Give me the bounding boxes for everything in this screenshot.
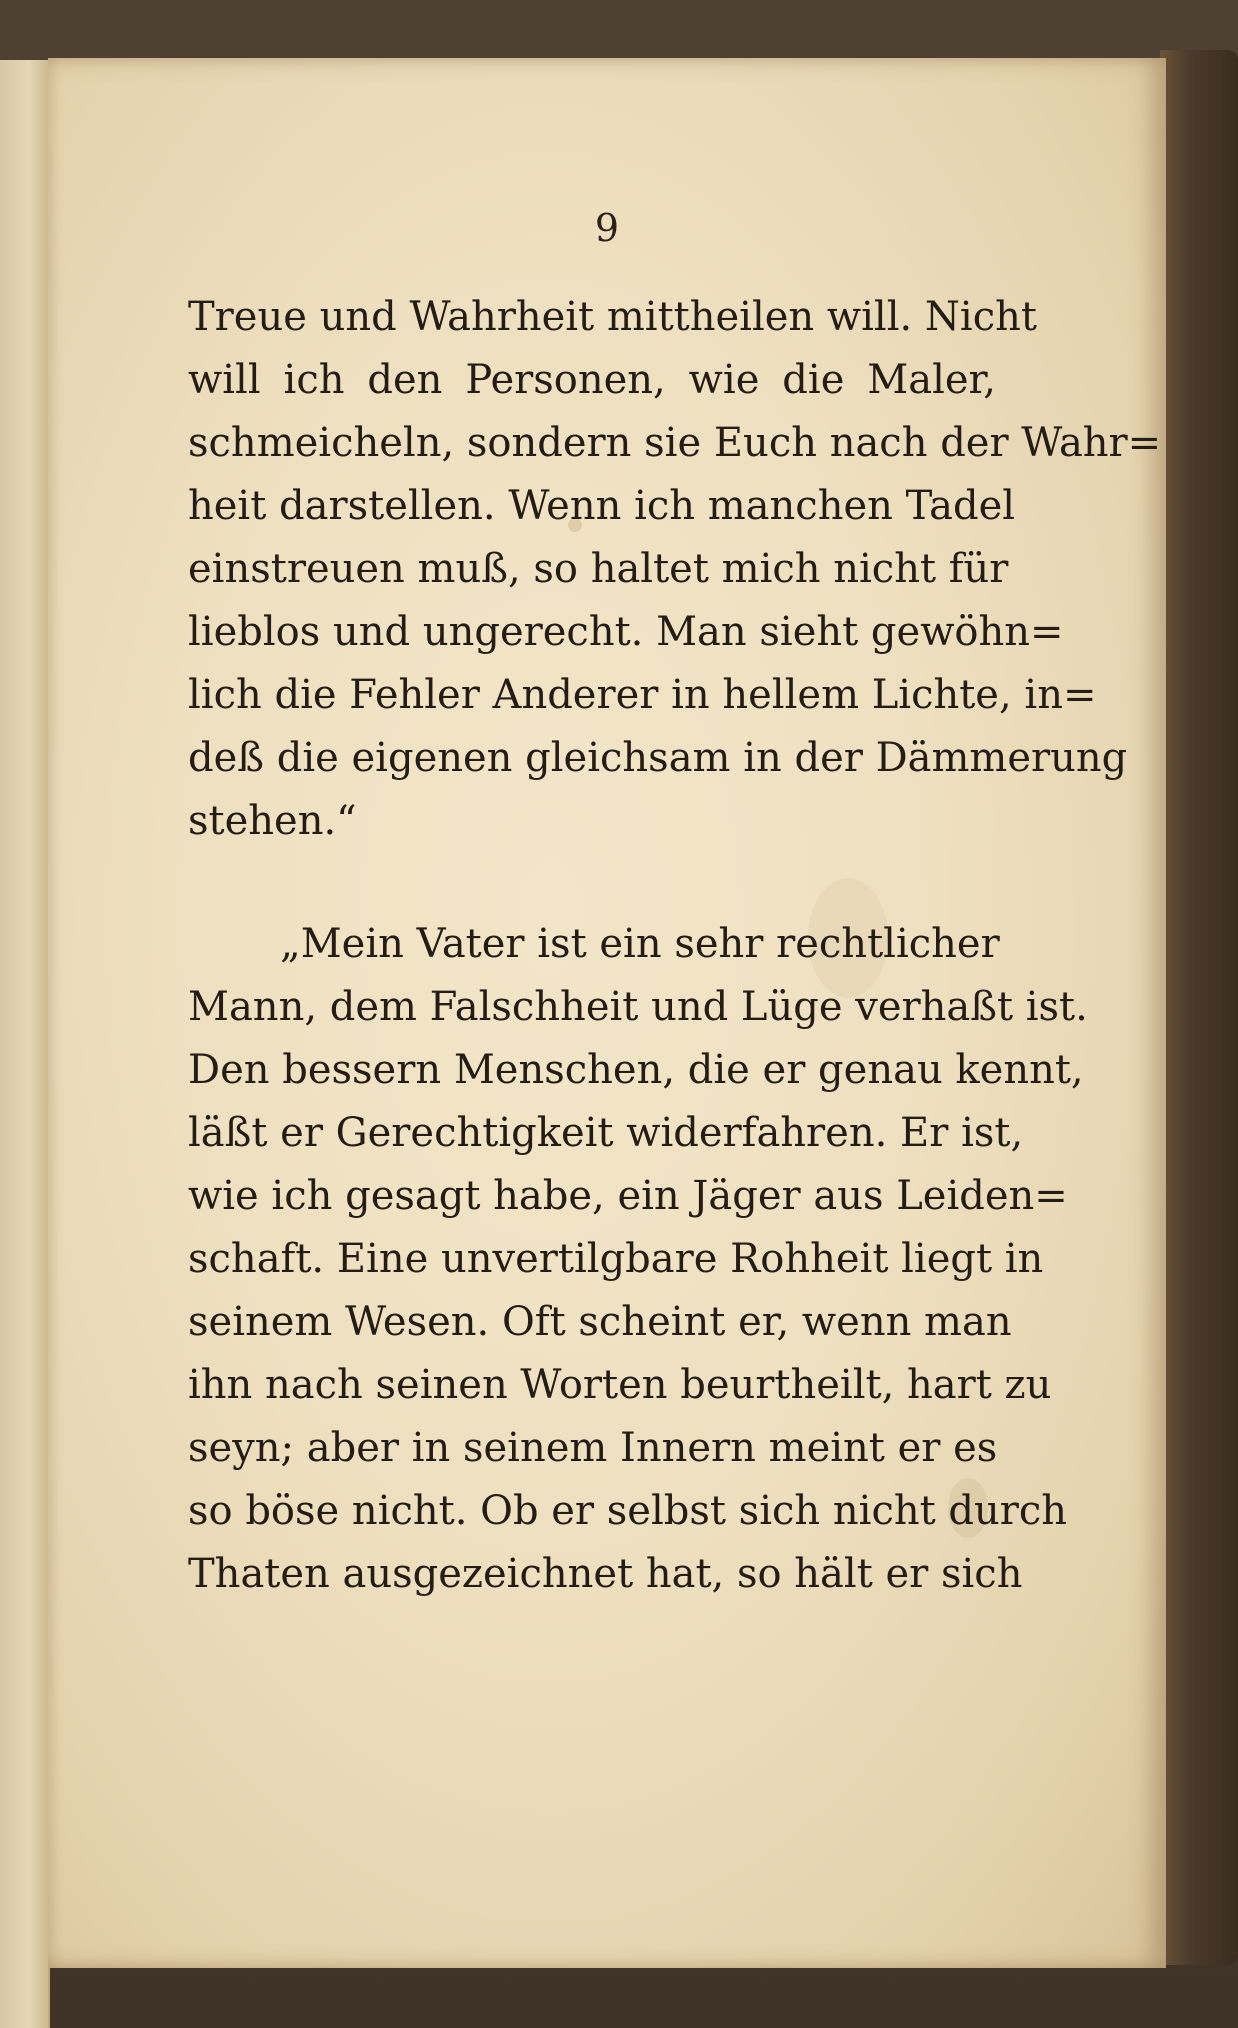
text-line: ihn nach seinen Worten beurtheilt, hart zu [188, 1362, 1052, 1408]
text-line: Thaten ausgezeichnet hat, so hält er sich [188, 1551, 1023, 1597]
text-line: will ich den Personen, wie die Maler, [188, 357, 996, 403]
text-line: stehen.“ [188, 798, 357, 844]
body-text [188, 286, 1162, 1606]
text-line: Mann, dem Falschheit und Lüge verhaßt ist. [188, 984, 1088, 1030]
text-line: seyn; aber in seinem Innern meint er es [188, 1425, 998, 1471]
book-cover-edge [1160, 50, 1238, 1965]
text-line: heit darstellen. Wenn ich manchen Tadel [188, 483, 1016, 529]
text-line: schaft. Eine unvertilgbare Rohheit liegt in [188, 1236, 1044, 1282]
text-line: „Mein Vater ist ein sehr rechtlicher [280, 921, 1000, 967]
paragraph [188, 286, 1162, 853]
book-page [48, 58, 1166, 1968]
text-line: seinem Wesen. Oft scheint er, wenn man [188, 1299, 1012, 1345]
text-line: lich die Fehler Anderer in hellem Lichte, in= [188, 672, 1097, 718]
facing-page-edge [0, 60, 50, 2028]
text-line: läßt er Gerechtigkeit widerfahren. Er ist, [188, 1110, 1024, 1156]
text-line: einstreuen muß, so haltet mich nicht für [188, 546, 1009, 592]
page-number: 9 [594, 206, 620, 250]
text-line: wie ich gesagt habe, ein Jäger aus Leiden= [188, 1173, 1068, 1219]
text-line: deß die eigenen gleichsam in der Dämmerung [188, 735, 1128, 781]
text-line: schmeicheln, sondern sie Euch nach der Wahr= [188, 420, 1162, 466]
paragraph-gap [188, 853, 996, 913]
text-line: Den bessern Menschen, die er genau kennt, [188, 1047, 1084, 1093]
paragraph [188, 913, 1088, 1606]
text-line: Treue und Wahrheit mittheilen will. Nicht [188, 294, 1037, 340]
text-line: so böse nicht. Ob er selbst sich nicht durch [188, 1488, 1068, 1534]
text-line: lieblos und ungerecht. Man sieht gewöhn= [188, 609, 1064, 655]
